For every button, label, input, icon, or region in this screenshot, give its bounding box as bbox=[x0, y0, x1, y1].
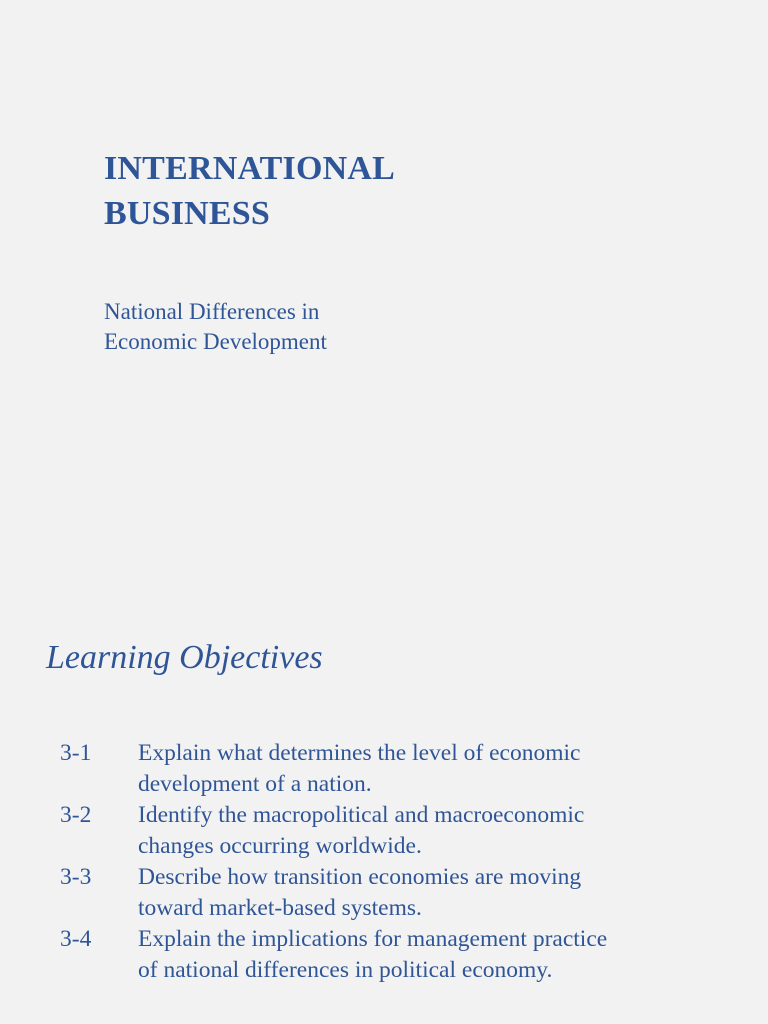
objective-text bbox=[138, 862, 740, 924]
objective-text-line: Explain what determines the level of economic bbox=[138, 740, 581, 766]
subtitle bbox=[104, 297, 327, 357]
objective-number: 3-4 bbox=[60, 926, 92, 952]
objective-number: 3-3 bbox=[60, 864, 92, 890]
objective-item bbox=[60, 738, 740, 800]
subtitle-line: Economic Development bbox=[104, 329, 327, 354]
objective-text-line: Identify the macropolitical and macroeconomic bbox=[138, 802, 585, 828]
objective-item bbox=[60, 862, 740, 924]
objective-text bbox=[138, 738, 740, 800]
main-title bbox=[104, 146, 395, 236]
main-title-line: BUSINESS bbox=[104, 195, 271, 232]
objective-text-line: changes occurring worldwide. bbox=[138, 833, 422, 859]
objective-item bbox=[60, 924, 740, 986]
main-title-line: INTERNATIONAL bbox=[104, 150, 396, 187]
objective-number: 3-2 bbox=[60, 802, 92, 828]
objective-text-line: development of a nation. bbox=[138, 771, 372, 797]
objectives-list bbox=[60, 738, 740, 986]
objectives-heading: Learning Objectives bbox=[46, 639, 323, 676]
objective-text-line: of national differences in political economy. bbox=[138, 957, 553, 983]
objective-item bbox=[60, 800, 740, 862]
objective-text-line: Describe how transition economies are moving bbox=[138, 864, 582, 890]
objective-text-line: Explain the implications for management practice bbox=[138, 926, 608, 952]
objective-text-line: toward market-based systems. bbox=[138, 895, 422, 921]
learning-objectives-slide bbox=[0, 512, 768, 1024]
objective-text bbox=[138, 800, 740, 862]
objective-text bbox=[138, 924, 740, 986]
subtitle-line: National Differences in bbox=[104, 299, 320, 324]
objective-number: 3-1 bbox=[60, 740, 92, 766]
